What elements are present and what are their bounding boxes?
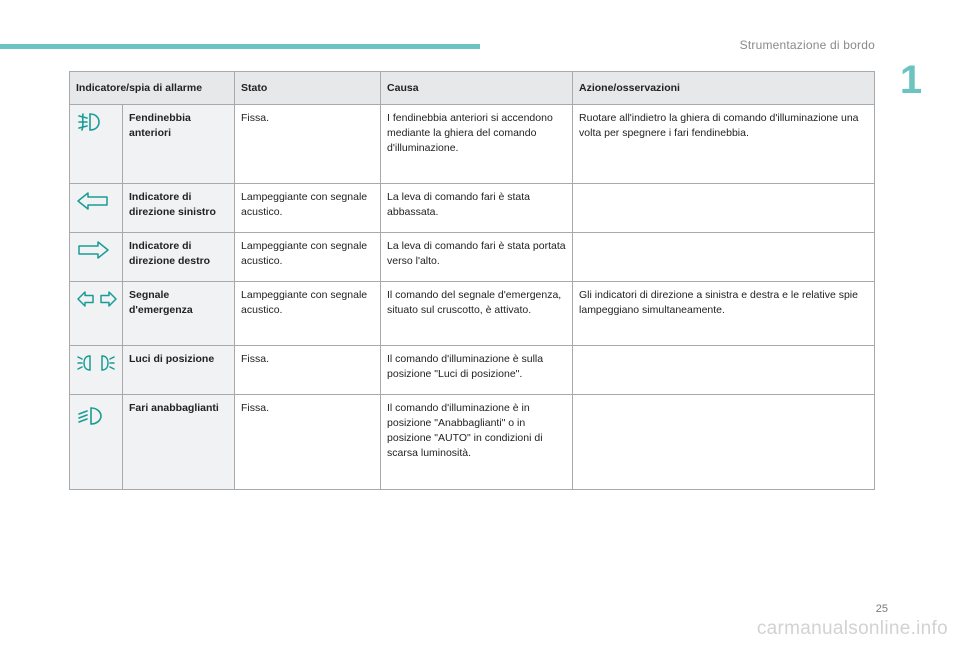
table-header-row <box>70 72 875 105</box>
row-name: Fendinebbia anteriori <box>123 105 235 184</box>
chapter-number: 1 <box>899 58 923 102</box>
row-icon-cell <box>70 233 123 282</box>
row-causa: I fendinebbia anteriori si accendono mediante la ghiera del comando d'illuminazione. <box>381 105 573 184</box>
column-header-indicatore: Indicatore/spia di allarme <box>70 72 235 105</box>
row-stato: Lampeggiante con segnale acustico. <box>235 184 381 233</box>
header-accent-bar <box>0 44 480 49</box>
row-azione <box>573 395 875 490</box>
row-azione: Ruotare all'indietro la ghiera di comando d'illuminazione una volta per spegnere i fari fendinebbia. <box>573 105 875 184</box>
row-causa: Il comando d'illuminazione è in posizione "Anabbaglianti" o in posizione "AUTO" in condizioni di scarsa luminosità. <box>381 395 573 490</box>
row-stato: Fissa. <box>235 395 381 490</box>
row-stato: Fissa. <box>235 346 381 395</box>
warning-lights-table <box>69 71 875 490</box>
page-number: 25 <box>875 603 888 615</box>
low-beam-icon <box>76 405 104 427</box>
row-causa: La leva di comando fari è stata abbassata. <box>381 184 573 233</box>
row-azione <box>573 184 875 233</box>
row-name: Segnale d'emergenza <box>123 282 235 346</box>
front-fog-lamp-icon <box>76 111 102 133</box>
row-causa: La leva di comando fari è stata portata verso l'alto. <box>381 233 573 282</box>
position-lights-icon <box>76 352 116 374</box>
row-azione <box>573 233 875 282</box>
left-turn-indicator-icon <box>76 190 110 212</box>
column-header-stato: Stato <box>235 72 381 105</box>
table-row <box>70 346 875 395</box>
column-header-causa: Causa <box>381 72 573 105</box>
row-name: Indicatore di direzione sinistro <box>123 184 235 233</box>
row-name: Luci di posizione <box>123 346 235 395</box>
table-row <box>70 395 875 490</box>
row-azione <box>573 346 875 395</box>
table-row <box>70 282 875 346</box>
row-causa: Il comando d'illuminazione è sulla posizione "Luci di posizione". <box>381 346 573 395</box>
table-row <box>70 233 875 282</box>
row-stato: Fissa. <box>235 105 381 184</box>
row-icon-cell <box>70 184 123 233</box>
row-stato: Lampeggiante con segnale acustico. <box>235 282 381 346</box>
row-icon-cell <box>70 346 123 395</box>
row-causa: Il comando del segnale d'emergenza, situato sul cruscotto, è attivato. <box>381 282 573 346</box>
row-name: Fari anabbaglianti <box>123 395 235 490</box>
watermark: carmanualsonline.info <box>756 618 948 639</box>
row-icon-cell <box>70 282 123 346</box>
column-header-azione: Azione/osservazioni <box>573 72 875 105</box>
right-turn-indicator-icon <box>76 239 110 261</box>
row-azione: Gli indicatori di direzione a sinistra e destra e le relative spie lampeggiano simultaneamente. <box>573 282 875 346</box>
row-icon-cell <box>70 395 123 490</box>
row-icon-cell <box>70 105 123 184</box>
section-title: Strumentazione di bordo <box>739 38 875 52</box>
row-name: Indicatore di direzione destro <box>123 233 235 282</box>
row-stato: Lampeggiante con segnale acustico. <box>235 233 381 282</box>
hazard-warning-icon <box>76 288 118 310</box>
table-row <box>70 105 875 184</box>
table-row <box>70 184 875 233</box>
